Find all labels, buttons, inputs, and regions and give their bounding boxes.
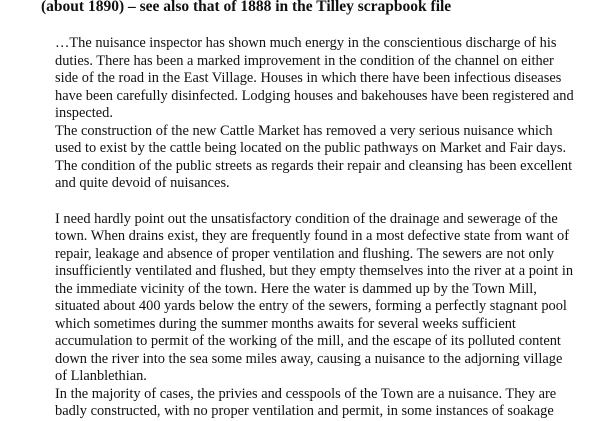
paragraph-drainage-sewerage: I need hardly point out the unsatisfactory condition of the drainage and sewerage of the town. When drains exist, they are frequently found in a most defective state from want of repair, leakage and absence of proper ventilation and flushing. The sewers are not only insufficiently ventilated and flushed, but they empty themselves into the river at a point in the immediate vicinity of the town. Here the water is dammed up by the Town Mill, situated about 400 yards below the entry of the sewers, forming a perfectly stagnant pool which sometimes during the summer months awaits for several weeks sufficient accumulation to permit of the working of the mill, and the escape of its polluted content down the river into the sea some miles away, causing a nuisance to the adjorning village of Llanblethian.: [55, 210, 574, 384]
document-heading: (about 1890) – see also that of 1888 in the Tilley scrapbook file: [41, 0, 452, 15]
paragraph-privies-cesspools: In the majority of cases, the privies and cesspools of the Town are a nuisance. They are badly constructed, with no proper ventilation and permit, in some instances of soakage: [55, 385, 557, 419]
paragraph-cattle-market: The construction of the new Cattle Market has removed a very serious nuisance which used to exist by the cattle being located on the public pathways on Market and Fair days. The condition of the public streets as regards their repair and cleansing has been excellent and quite devoid of nuisances.: [55, 122, 573, 191]
document-body: [55, 35, 575, 421]
paragraph-nuisance-inspector: …The nuisance inspector has shown much energy in the conscientious discharge of his duties. There has been a marked improvement in the condition of the channel on either side of the road in the East Village. Houses in which there have been infectious diseases have been carefully disinfected. Lodging houses and bakehouses have been registered and inspected.: [55, 35, 574, 121]
